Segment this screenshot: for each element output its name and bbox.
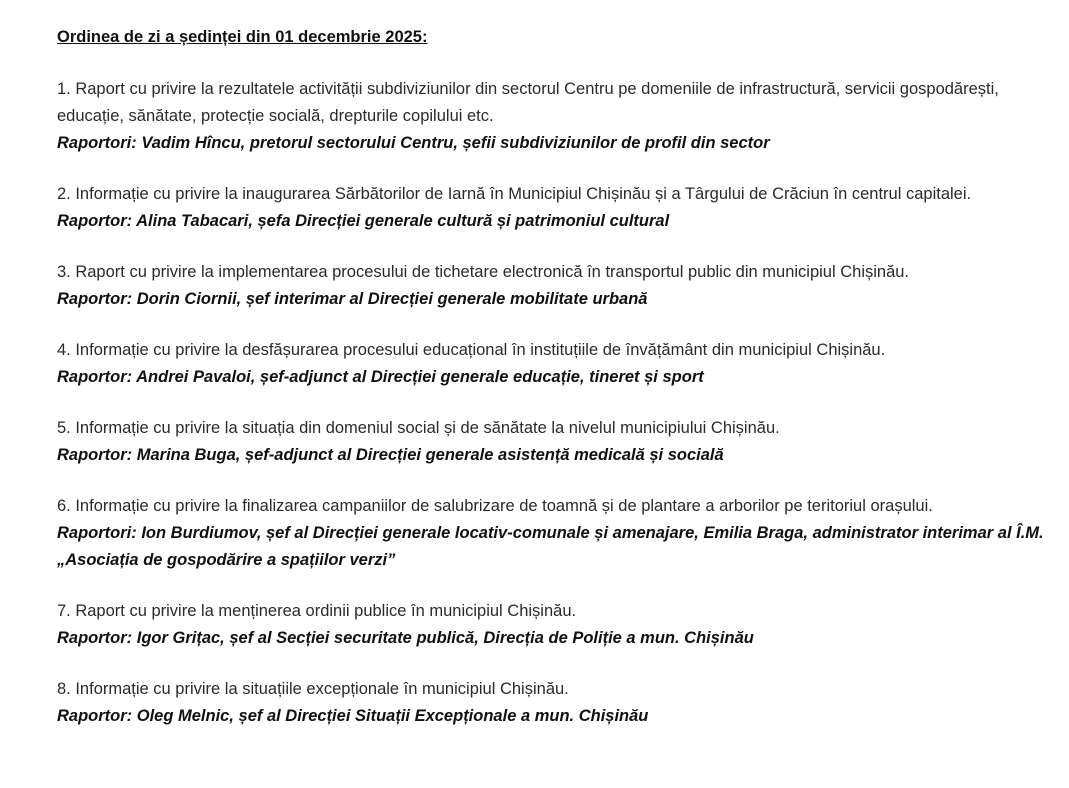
agenda-item-reporter: Raportori: Ion Burdiumov, șef al Direcției generale locativ-comunale și amenajare, Emilia Braga, administrator interimar al Î.M. „Asociația de gospodărire a spațiilor verzi” — [57, 524, 1044, 569]
agenda-item-text: 1. Raport cu privire la rezultatele activității subdiviziunilor din sectorul Centru pe domeniile de infrastructură, servicii gospodărești, educație, sănătate, protecție socială, drepturile copilului etc. — [57, 80, 999, 125]
agenda-item-reporter: Raportor: Dorin Ciornii, șef interimar al Direcției generale mobilitate urbană — [57, 290, 648, 308]
agenda-title: Ordinea de zi a ședinței din 01 decembrie 2025: — [57, 28, 428, 46]
agenda-item-text: 5. Informație cu privire la situația din domeniul social și de sănătate la nivelul municipiului Chișinău. — [57, 419, 780, 437]
agenda-item-reporter: Raportor: Marina Buga, șef-adjunct al Direcției generale asistență medicală și socială — [57, 446, 724, 464]
agenda-item-text: 4. Informație cu privire la desfășurarea procesului educațional în instituțiile de învățământ din municipiul Chișinău. — [57, 341, 886, 359]
agenda-item-text: 7. Raport cu privire la menținerea ordinii publice în municipiul Chișinău. — [57, 602, 577, 620]
agenda-item-4 — [57, 337, 1057, 391]
agenda-item-text: 3. Raport cu privire la implementarea procesului de tichetare electronică în transportul public din municipiul Chișinău. — [57, 263, 910, 281]
agenda-item-6 — [57, 493, 1057, 574]
agenda-item-text: 8. Informație cu privire la situațiile excepționale în municipiul Chișinău. — [57, 680, 569, 698]
agenda-item-reporter: Raportor: Andrei Pavaloi, șef-adjunct al Direcției generale educație, tineret și sport — [57, 368, 704, 386]
agenda-item-reporter: Raportor: Oleg Melnic, șef al Direcției Situații Excepționale a mun. Chișinău — [57, 707, 649, 725]
agenda-item-reporter: Raportor: Alina Tabacari, șefa Direcției generale cultură și patrimoniul cultural — [57, 212, 670, 230]
agenda-item-text: 6. Informație cu privire la finalizarea campaniilor de salubrizare de toamnă și de plantare a arborilor pe teritoriul orașului. — [57, 497, 933, 515]
agenda-item-reporter: Raportori: Vadim Hîncu, pretorul sectorului Centru, șefii subdiviziunilor de profil din sector — [57, 134, 770, 152]
agenda-item-5 — [57, 415, 1057, 469]
agenda-item-1 — [57, 76, 1057, 157]
agenda-item-reporter: Raportor: Igor Grițac, șef al Secției securitate publică, Direcția de Poliție a mun. Chișinău — [57, 629, 754, 647]
agenda-item-2 — [57, 181, 1057, 235]
agenda-item-text: 2. Informație cu privire la inaugurarea Sărbătorilor de Iarnă în Municipiul Chișinău și a Târgului de Crăciun în centrul capitalei. — [57, 185, 972, 203]
agenda-item-8 — [57, 676, 1057, 730]
agenda-item-3 — [57, 259, 1057, 313]
agenda-item-7 — [57, 598, 1057, 652]
